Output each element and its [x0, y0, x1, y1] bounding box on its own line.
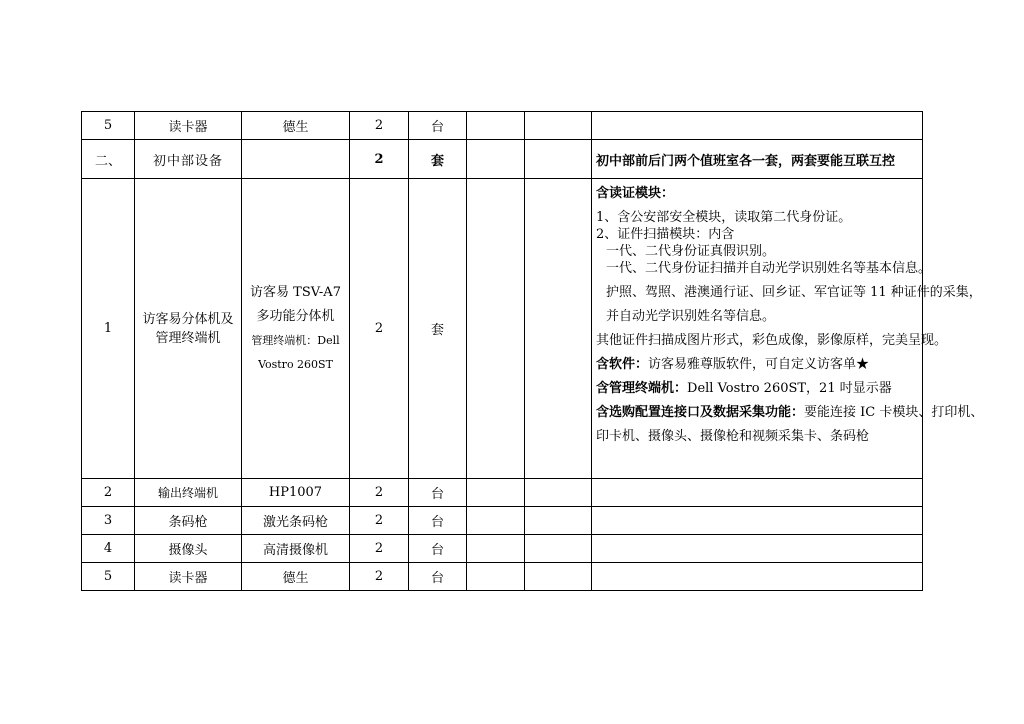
cell-model: HP1007	[242, 479, 350, 507]
cell-empty	[467, 112, 525, 140]
cell-remark	[592, 563, 923, 591]
model-line: 多功能分体机	[256, 308, 335, 324]
remark-line: 1、含公安部安全模块，读取第二代身份证。	[596, 210, 852, 225]
cell-name: 摄像头	[135, 535, 242, 563]
model-line: 管理终端机：Dell	[251, 333, 340, 347]
cell-unit: 台	[409, 112, 467, 140]
cell-name: 条码枪	[135, 507, 242, 535]
section-number: 二、	[82, 140, 135, 179]
cell-remark	[592, 179, 984, 479]
cell-empty	[467, 479, 525, 507]
cell-empty	[467, 140, 525, 179]
cell-empty	[467, 507, 525, 535]
cell-remark	[592, 479, 923, 507]
cell-name: 输出终端机	[135, 479, 242, 507]
cell-empty	[467, 563, 525, 591]
table-row	[82, 179, 923, 479]
remark-line: 含读证模块：	[596, 186, 675, 201]
cell-qty: 2	[350, 179, 409, 479]
equipment-table	[81, 111, 984, 591]
table-row	[82, 112, 923, 140]
name-line: 访客易分体机及	[142, 311, 234, 327]
section-remark: 初中部前后门两个值班室各一套，两套要能互联互控	[592, 140, 923, 179]
cell-no: 2	[82, 479, 135, 507]
remark-line: 并自动光学识别姓名等信息。	[606, 309, 776, 324]
cell-remark	[592, 507, 923, 535]
cell-remark	[592, 112, 923, 140]
cell-empty	[525, 179, 592, 479]
section-unit: 套	[409, 140, 467, 179]
cell-empty	[525, 563, 592, 591]
cell-empty	[467, 535, 525, 563]
model-line: Vostro 260ST	[258, 357, 333, 371]
cell-empty	[525, 535, 592, 563]
section-title: 初中部设备	[135, 140, 242, 179]
remark-line: 印卡机、摄像头、摄像枪和视频采集卡、条码枪	[596, 429, 870, 444]
cell-empty	[242, 140, 350, 179]
cell-empty	[525, 140, 592, 179]
cell-model: 德生	[242, 563, 350, 591]
cell-qty: 2	[350, 112, 409, 140]
cell-name: 读卡器	[135, 112, 242, 140]
cell-qty: 2	[350, 507, 409, 535]
cell-empty	[525, 112, 592, 140]
cell-no: 1	[82, 179, 135, 479]
remark-line: 含管理终端机：Dell Vostro 260ST，21 吋显示器	[596, 381, 892, 396]
cell-empty	[525, 479, 592, 507]
cell-name	[135, 179, 242, 479]
remark-line: 一代、二代身份证扫描并自动光学识别姓名等基本信息。	[606, 261, 932, 276]
cell-unit: 台	[409, 535, 467, 563]
remark-line: 护照、驾照、港澳通行证、回乡证、军官证等 11 种证件的采集，	[606, 285, 982, 300]
cell-model	[242, 179, 350, 479]
cell-unit: 台	[409, 563, 467, 591]
model-line: 访客易 TSV-A7	[250, 284, 341, 300]
table-row	[82, 507, 923, 535]
cell-no: 4	[82, 535, 135, 563]
section-row	[82, 140, 923, 179]
remark-line: 含软件：访客易雅尊版软件，可自定义访客单★	[596, 357, 870, 372]
cell-name: 读卡器	[135, 563, 242, 591]
section-qty: 2	[350, 140, 409, 179]
cell-unit: 台	[409, 479, 467, 507]
cell-qty: 2	[350, 563, 409, 591]
table-row	[82, 563, 923, 591]
cell-no: 5	[82, 563, 135, 591]
table-row	[82, 535, 923, 563]
remark-line: 一代、二代身份证真假识别。	[606, 244, 776, 259]
cell-remark	[592, 535, 923, 563]
remark-line: 2、证件扫描模块：内含	[596, 227, 735, 242]
cell-qty: 2	[350, 479, 409, 507]
cell-model: 高清摄像机	[242, 535, 350, 563]
name-line: 管理终端机	[155, 330, 221, 346]
remark-line: 其他证件扫描成图片形式，彩色成像，影像原样，完美呈现。	[596, 333, 948, 348]
cell-no: 5	[82, 112, 135, 140]
cell-unit: 套	[409, 179, 467, 479]
cell-empty	[467, 179, 525, 479]
cell-no: 3	[82, 507, 135, 535]
cell-model: 德生	[242, 112, 350, 140]
cell-unit: 台	[409, 507, 467, 535]
remark-line: 含选购配置连接口及数据采集功能：要能连接 IC 卡模块、打印机、	[596, 405, 984, 420]
cell-qty: 2	[350, 535, 409, 563]
cell-empty	[525, 507, 592, 535]
cell-model: 激光条码枪	[242, 507, 350, 535]
table-row	[82, 479, 923, 507]
